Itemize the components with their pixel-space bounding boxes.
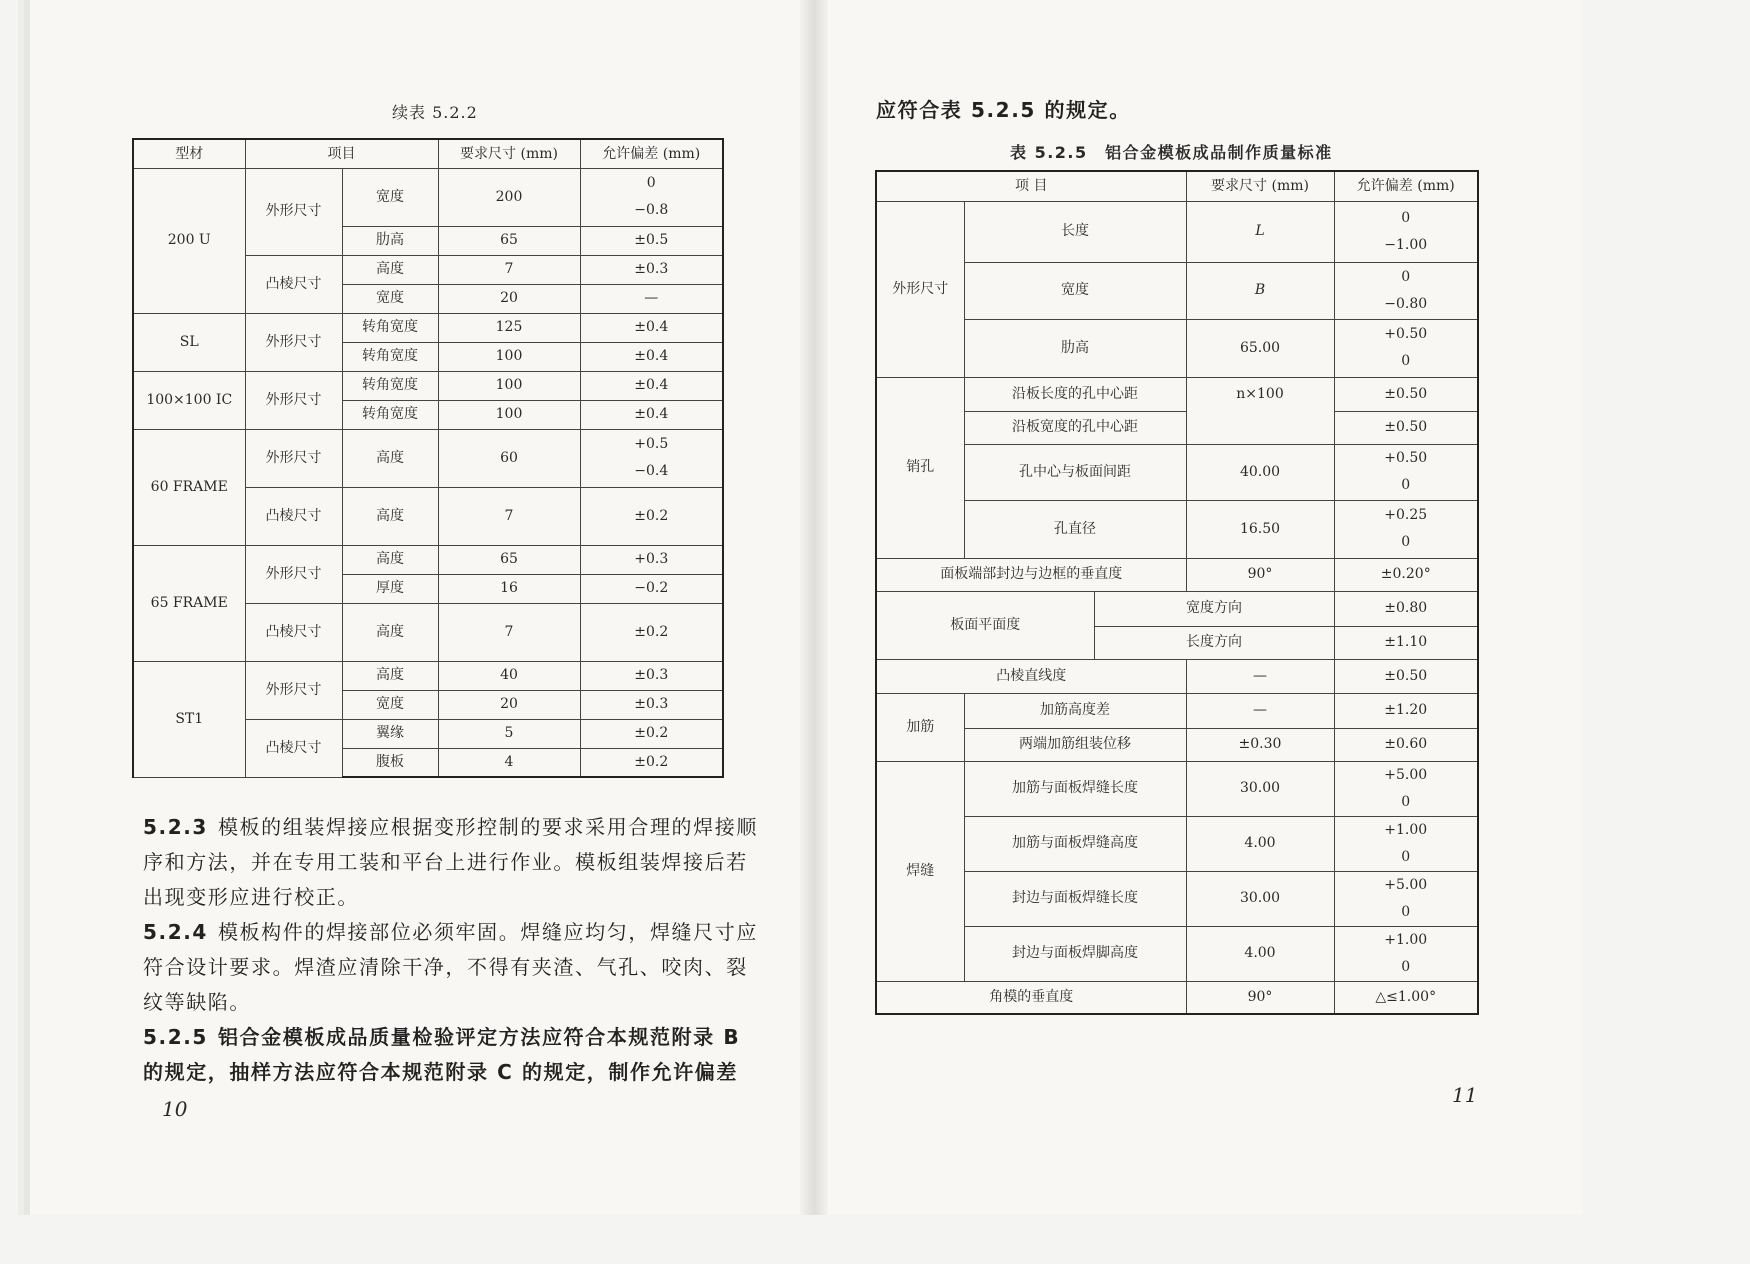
f65-outer: 外形尺寸 <box>245 545 342 603</box>
outer-length-tol <box>1334 201 1478 262</box>
pin-r3-req: 40.00 <box>1186 444 1334 500</box>
weld-r3-tol <box>1334 871 1478 926</box>
profile-200u: 200 U <box>133 168 245 313</box>
u200-ridge-height-req: 7 <box>438 255 580 284</box>
f60-tol-lower: −0.4 <box>634 463 669 479</box>
header-tolerance: 允许偏差 (mm) <box>580 139 723 168</box>
u200-outer: 外形尺寸 <box>245 168 342 255</box>
flat-width-tol: ±0.80 <box>1334 591 1478 626</box>
continued-sentence: 应符合表 5.2.5 的规定。 <box>876 98 1131 122</box>
stiff-pos-req: ±0.30 <box>1186 728 1334 761</box>
f60-outer-req: 60 <box>438 429 580 487</box>
outer-rib-req: 65.00 <box>1186 319 1334 377</box>
sl-r1-item: 转角宽度 <box>342 313 438 342</box>
f65-ridge-tol: ±0.2 <box>580 603 723 661</box>
tol-lower: 0 <box>1401 477 1411 493</box>
st1-f-item: 翼缘 <box>342 719 438 748</box>
tol-lower: 0 <box>1401 958 1411 975</box>
sl-r1-req: 125 <box>438 313 580 342</box>
f65-t-item: 厚度 <box>342 574 438 603</box>
stiff-pos-tol: ±0.60 <box>1334 728 1478 761</box>
ridge-line-req: — <box>1186 659 1334 693</box>
outer-width: 宽度 <box>964 262 1186 319</box>
ic-r1-tol: ±0.4 <box>580 371 723 400</box>
tol-upper: 0 <box>1401 268 1411 285</box>
weld-r2-req: 4.00 <box>1186 816 1334 871</box>
u200-ridge-width: 宽度 <box>342 284 438 313</box>
header-tolerance: 允许偏差 (mm) <box>1334 171 1478 201</box>
f60-ridge-item: 高度 <box>342 487 438 545</box>
weld-r1: 加筋与面板焊缝长度 <box>964 761 1186 816</box>
u200-tol-upper: 0 <box>646 175 656 191</box>
weld-r4: 封边与面板焊脚高度 <box>964 926 1186 981</box>
ic-r2-tol: ±0.4 <box>580 400 723 429</box>
right-table-caption: 表 5.2.5 铝合金模板成品制作质量标准 <box>1010 143 1333 162</box>
corner-perp-req: 90° <box>1186 981 1334 1014</box>
profile-tolerance-table <box>132 138 724 778</box>
u200-ridge-height-tol: ±0.3 <box>580 255 723 284</box>
group-weld: 焊缝 <box>876 761 964 981</box>
f65-t-tol: −0.2 <box>580 574 723 603</box>
corner-perp: 角模的垂直度 <box>876 981 1186 1014</box>
tol-upper: +0.50 <box>1384 450 1428 466</box>
ic-r2-item: 转角宽度 <box>342 400 438 429</box>
header-item: 项 目 <box>876 171 1186 201</box>
page-number-left: 10 <box>162 1097 188 1121</box>
sl-r1-tol: ±0.4 <box>580 313 723 342</box>
st1-w-tol: ±0.3 <box>580 690 723 719</box>
tol-lower: −0.80 <box>1384 295 1428 312</box>
header-profile: 型材 <box>133 139 245 168</box>
pin-r1-tol: ±0.50 <box>1334 377 1478 411</box>
clause-number: 5.2.4 <box>143 920 208 944</box>
weld-r3: 封边与面板焊缝长度 <box>964 871 1186 926</box>
outer-rib: 肋高 <box>964 319 1186 377</box>
sl-outer: 外形尺寸 <box>245 313 342 371</box>
profile-sl: SL <box>133 313 245 371</box>
weld-r1-tol <box>1334 761 1478 816</box>
group-outer: 外形尺寸 <box>876 201 964 377</box>
f60-outer: 外形尺寸 <box>245 429 342 487</box>
group-pin: 销孔 <box>876 377 964 558</box>
pin-r2-tol: ±0.50 <box>1334 411 1478 444</box>
u200-ridge: 凸棱尺寸 <box>245 255 342 313</box>
u200-tol-lower: −0.8 <box>634 202 669 218</box>
clause-number: 5.2.3 <box>143 815 208 839</box>
u200-outer-width: 宽度 <box>342 168 438 226</box>
tol-lower: 0 <box>1401 793 1411 810</box>
st1-f-req: 5 <box>438 719 580 748</box>
weld-r4-req: 4.00 <box>1186 926 1334 981</box>
tol-lower: 0 <box>1401 353 1411 369</box>
stiff-h: 加筋高度差 <box>964 693 1186 728</box>
f60-ridge: 凸棱尺寸 <box>245 487 342 545</box>
tol-upper: +5.00 <box>1384 876 1428 893</box>
page-number-right: 11 <box>1452 1083 1478 1107</box>
tol-upper: +0.25 <box>1384 507 1428 523</box>
f60-ridge-req: 7 <box>438 487 580 545</box>
u200-ridge-width-req: 20 <box>438 284 580 313</box>
ic-r1-req: 100 <box>438 371 580 400</box>
header-required: 要求尺寸 (mm) <box>438 139 580 168</box>
st1-w-req: 20 <box>438 690 580 719</box>
f65-ridge-item: 高度 <box>342 603 438 661</box>
tol-upper: +1.00 <box>1384 821 1428 838</box>
u200-ridge-height: 高度 <box>342 255 438 284</box>
profile-60frame: 60 FRAME <box>133 429 245 545</box>
weld-r2: 加筋与面板焊缝高度 <box>964 816 1186 871</box>
outer-width-tol <box>1334 262 1478 319</box>
flatness: 板面平面度 <box>876 591 1094 659</box>
stiff-pos: 两端加筋组装位移 <box>964 728 1186 761</box>
outer-width-req: B <box>1186 262 1334 319</box>
pin-r4-req: 16.50 <box>1186 500 1334 558</box>
tol-upper: +0.50 <box>1384 326 1428 342</box>
f60-ridge-tol: ±0.2 <box>580 487 723 545</box>
clause-text: 模板构件的焊接部位必须牢固。焊缝应均匀，焊缝尺寸应符合设计要求。焊渣应清除干净，不得有夹渣、气孔、咬肉、裂纹等缺陷。 <box>143 920 758 1014</box>
u200-rib: 肋高 <box>342 226 438 255</box>
header-required: 要求尺寸 (mm) <box>1186 171 1334 201</box>
st1-h-tol: ±0.3 <box>580 661 723 690</box>
tol-upper: +1.00 <box>1384 931 1428 948</box>
pin-r4: 孔直径 <box>964 500 1186 558</box>
f65-ridge-req: 7 <box>438 603 580 661</box>
perp-edge-tol: ±0.20° <box>1334 558 1478 591</box>
tol-upper: 0 <box>1401 209 1411 226</box>
flat-length-tol: ±1.10 <box>1334 626 1478 659</box>
pin-r3-tol <box>1334 444 1478 500</box>
tol-lower: 0 <box>1401 903 1411 920</box>
perp-edge-req: 90° <box>1186 558 1334 591</box>
f65-h-tol: +0.3 <box>580 545 723 574</box>
ridge-line-tol: ±0.50 <box>1334 659 1478 693</box>
outer-length: 长度 <box>964 201 1186 262</box>
flat-length-dir: 长度方向 <box>1094 626 1334 659</box>
tol-lower: 0 <box>1401 848 1411 865</box>
ridge-line: 凸棱直线度 <box>876 659 1186 693</box>
profile-st1: ST1 <box>133 661 245 777</box>
weld-r1-req: 30.00 <box>1186 761 1334 816</box>
ic-r2-req: 100 <box>438 400 580 429</box>
weld-r3-req: 30.00 <box>1186 871 1334 926</box>
sl-r2-req: 100 <box>438 342 580 371</box>
outer-length-req: L <box>1186 201 1334 262</box>
u200-outer-width-req: 200 <box>438 168 580 226</box>
u200-rib-req: 65 <box>438 226 580 255</box>
weld-r4-tol <box>1334 926 1478 981</box>
st1-ridge: 凸棱尺寸 <box>245 719 342 777</box>
clause-5-2-3 <box>143 810 763 915</box>
sl-r2-tol: ±0.4 <box>580 342 723 371</box>
profile-ic: 100×100 IC <box>133 371 245 429</box>
st1-web-req: 4 <box>438 748 580 777</box>
tol-lower: 0 <box>1401 534 1411 550</box>
pin-r1-req: n×100 <box>1186 377 1334 444</box>
clause-text: 铝合金模板成品质量检验评定方法应符合本规范附录 B 的规定，抽样方法应符合本规范附录 C 的规定，制作允许偏差 <box>143 1025 741 1084</box>
stiff-h-req: — <box>1186 693 1334 728</box>
u200-rib-tol: ±0.5 <box>580 226 723 255</box>
f65-h-req: 65 <box>438 545 580 574</box>
header-item: 项目 <box>245 139 438 168</box>
st1-web-item: 腹板 <box>342 748 438 777</box>
f65-t-req: 16 <box>438 574 580 603</box>
clause-5-2-5 <box>143 1020 763 1090</box>
st1-h-item: 高度 <box>342 661 438 690</box>
f60-tol-upper: +0.5 <box>634 436 669 452</box>
tol-lower: −1.00 <box>1384 236 1428 253</box>
weld-r2-tol <box>1334 816 1478 871</box>
st1-f-tol: ±0.2 <box>580 719 723 748</box>
f65-h-item: 高度 <box>342 545 438 574</box>
st1-w-item: 宽度 <box>342 690 438 719</box>
sl-r2-item: 转角宽度 <box>342 342 438 371</box>
tol-upper: +5.00 <box>1384 766 1428 783</box>
outer-rib-tol <box>1334 319 1478 377</box>
corner-perp-tol: △≤1.00° <box>1334 981 1478 1014</box>
clause-text: 模板的组装焊接应根据变形控制的要求采用合理的焊接顺序和方法，并在专用工装和平台上进行作业。模板组装焊接后若出现变形应进行校正。 <box>143 815 758 909</box>
perp-edge: 面板端部封边与边框的垂直度 <box>876 558 1186 591</box>
ic-outer: 外形尺寸 <box>245 371 342 429</box>
group-stiffener: 加筋 <box>876 693 964 761</box>
pin-r2: 沿板宽度的孔中心距 <box>964 411 1186 444</box>
book-gutter <box>800 0 828 1215</box>
f60-outer-item: 高度 <box>342 429 438 487</box>
u200-ridge-width-tol: — <box>580 284 723 313</box>
stiff-h-tol: ±1.20 <box>1334 693 1478 728</box>
flat-width-dir: 宽度方向 <box>1094 591 1334 626</box>
st1-h-req: 40 <box>438 661 580 690</box>
profile-65frame: 65 FRAME <box>133 545 245 661</box>
st1-web-tol: ±0.2 <box>580 748 723 777</box>
u200-outer-width-tol <box>580 168 723 226</box>
pin-r4-tol <box>1334 500 1478 558</box>
st1-outer: 外形尺寸 <box>245 661 342 719</box>
clause-number: 5.2.5 <box>143 1025 208 1049</box>
left-table-caption: 续表 5.2.2 <box>392 103 478 122</box>
clause-5-2-4 <box>143 915 763 1020</box>
f60-outer-tol <box>580 429 723 487</box>
quality-standard-table <box>875 170 1479 1015</box>
pin-r1: 沿板长度的孔中心距 <box>964 377 1186 411</box>
pin-r3: 孔中心与板面间距 <box>964 444 1186 500</box>
ic-r1-item: 转角宽度 <box>342 371 438 400</box>
f65-ridge: 凸棱尺寸 <box>245 603 342 661</box>
